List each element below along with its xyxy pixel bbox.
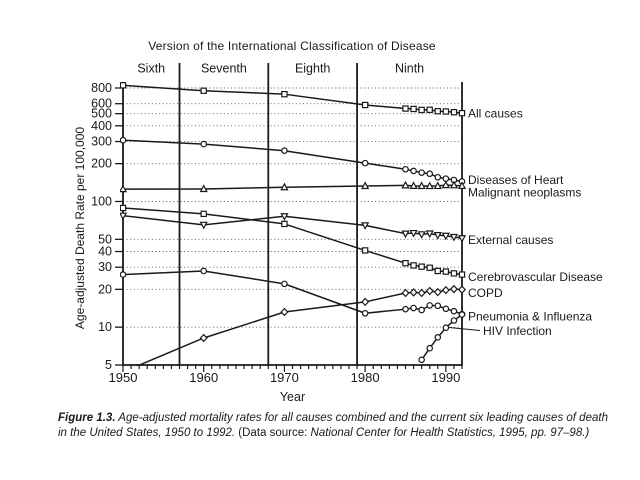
- series-marker-copd: [443, 287, 449, 294]
- series-marker-external-causes: [362, 223, 368, 229]
- series-label-hiv-infection: HIV Infection: [483, 324, 552, 338]
- series-marker-external-causes: [459, 236, 465, 242]
- series-marker-copd: [402, 290, 408, 297]
- series-marker-cerebrovascular-disease: [282, 221, 287, 226]
- series-marker-malignant-neoplasms: [362, 183, 368, 189]
- series-marker-cerebrovascular-disease: [411, 263, 416, 268]
- series-marker-copd: [281, 309, 287, 316]
- series-marker-cerebrovascular-disease: [120, 205, 125, 210]
- series-marker-all-causes: [411, 106, 416, 111]
- series-marker-diseases-of-heart: [427, 171, 432, 176]
- series-marker-hiv-infection: [435, 335, 440, 340]
- x-tick-label-1960: 1960: [189, 370, 219, 385]
- series-marker-malignant-neoplasms: [120, 186, 126, 192]
- series-marker-pneumonia-influenza: [120, 272, 125, 277]
- caption-source-text: National Center for Health Statistics, 1995, pp. 97–98.): [310, 426, 590, 439]
- series-marker-all-causes: [201, 88, 206, 93]
- icd-version-label-eighth: Eighth: [294, 61, 331, 76]
- series-marker-external-causes: [419, 232, 425, 238]
- series-marker-diseases-of-heart: [419, 170, 424, 175]
- caption-figure-label: Figure 1.3.: [58, 412, 116, 424]
- y-tick-label-600: 600: [91, 96, 112, 111]
- caption-text: Age-adjusted mortality rates for all causes combined and the current six leading causes of death in the United States, 1950 to 1992.: [58, 412, 608, 439]
- x-axis-title: Year: [279, 390, 306, 404]
- series-label-all-causes: All causes: [468, 106, 523, 121]
- series-marker-copd: [418, 290, 424, 297]
- icd-version-label-sixth: Sixth: [137, 61, 166, 76]
- series-line-copd: [123, 289, 462, 372]
- x-tick-label-1980: 1980: [350, 370, 380, 385]
- series-marker-malignant-neoplasms: [281, 184, 287, 190]
- series-marker-all-causes: [459, 111, 464, 116]
- series-marker-pneumonia-influenza: [201, 268, 206, 273]
- series-label-cerebrovascular-disease: Cerebrovascular Disease: [468, 270, 603, 285]
- series-marker-external-causes: [427, 231, 433, 237]
- series-marker-all-causes: [435, 109, 440, 114]
- series-marker-malignant-neoplasms: [451, 182, 457, 188]
- icd-version-label-seventh: Seventh: [200, 61, 247, 76]
- x-tick-label-1950: 1950: [108, 370, 138, 385]
- series-marker-diseases-of-heart: [443, 176, 448, 181]
- series-label-malignant-neoplasms: Malignant neoplasms: [468, 185, 582, 200]
- series-marker-pneumonia-influenza: [362, 311, 367, 316]
- series-marker-all-causes: [120, 83, 125, 88]
- y-tick-label-5: 5: [105, 357, 112, 372]
- series-marker-external-causes: [443, 233, 449, 239]
- y-tick-label-10: 10: [98, 320, 112, 335]
- x-tick-label-1990: 1990: [431, 370, 461, 385]
- y-tick-label-400: 400: [91, 118, 112, 133]
- series-marker-external-causes: [435, 233, 441, 239]
- series-marker-diseases-of-heart: [411, 168, 416, 173]
- y-tick-label-40: 40: [98, 244, 112, 259]
- series-label-diseases-of-heart: Diseases of Heart: [468, 172, 564, 187]
- series-label-external-causes: External causes: [468, 233, 554, 248]
- series-marker-pneumonia-influenza: [427, 303, 432, 308]
- caption-source-prefix: (Data source:: [238, 426, 311, 439]
- series-marker-diseases-of-heart: [120, 138, 125, 143]
- series-marker-malignant-neoplasms: [410, 183, 416, 189]
- series-marker-all-causes: [403, 106, 408, 111]
- series-marker-copd: [362, 298, 368, 305]
- series-marker-pneumonia-influenza: [282, 281, 287, 286]
- series-marker-cerebrovascular-disease: [435, 268, 440, 273]
- hiv-label-leader-line: [449, 328, 480, 331]
- series-marker-pneumonia-influenza: [443, 306, 448, 311]
- series-marker-external-causes: [281, 214, 287, 220]
- series-marker-pneumonia-influenza: [403, 306, 408, 311]
- series-marker-copd: [410, 289, 416, 296]
- chart-title: Version of the International Classification of Disease: [148, 39, 436, 53]
- series-marker-diseases-of-heart: [201, 141, 206, 146]
- series-marker-diseases-of-heart: [282, 148, 287, 153]
- series-marker-malignant-neoplasms: [201, 186, 207, 192]
- y-tick-label-800: 800: [91, 81, 112, 95]
- series-marker-hiv-infection: [427, 346, 432, 351]
- y-tick-label-30: 30: [98, 260, 112, 275]
- series-label-copd: COPD: [468, 286, 503, 301]
- series-marker-external-causes: [410, 231, 416, 237]
- series-marker-all-causes: [427, 107, 432, 112]
- series-marker-cerebrovascular-disease: [427, 265, 432, 270]
- series-marker-malignant-neoplasms: [402, 182, 408, 188]
- series-marker-cerebrovascular-disease: [403, 261, 408, 266]
- series-marker-cerebrovascular-disease: [419, 264, 424, 269]
- series-marker-hiv-infection: [443, 325, 448, 330]
- series-marker-malignant-neoplasms: [427, 183, 433, 189]
- series-marker-hiv-infection: [451, 318, 456, 323]
- figure-caption: [58, 411, 608, 440]
- series-marker-malignant-neoplasms: [443, 182, 449, 188]
- series-group: [120, 83, 465, 376]
- series-marker-external-causes: [120, 213, 126, 219]
- series-marker-cerebrovascular-disease: [451, 271, 456, 276]
- y-tick-label-500: 500: [91, 106, 112, 121]
- x-tick-label-1970: 1970: [269, 370, 299, 385]
- series-marker-all-causes: [282, 92, 287, 97]
- series-marker-copd: [427, 288, 433, 295]
- series-marker-external-causes: [402, 231, 408, 237]
- y-tick-label-200: 200: [91, 156, 112, 171]
- series-marker-pneumonia-influenza: [451, 308, 456, 313]
- series-marker-hiv-infection: [419, 357, 424, 362]
- series-marker-all-causes: [419, 107, 424, 112]
- series-marker-external-causes: [451, 234, 457, 240]
- series-marker-malignant-neoplasms: [419, 183, 425, 189]
- series-marker-cerebrovascular-disease: [443, 269, 448, 274]
- icd-version-label-ninth: Ninth: [394, 61, 425, 76]
- series-label-pneumonia-influenza: Pneumonia & Influenza: [468, 309, 593, 324]
- series-marker-all-causes: [451, 110, 456, 115]
- series-marker-all-causes: [443, 109, 448, 114]
- y-tick-label-300: 300: [91, 134, 112, 149]
- series-marker-cerebrovascular-disease: [201, 211, 206, 216]
- series-marker-hiv-infection: [459, 312, 464, 317]
- series-marker-all-causes: [363, 102, 368, 107]
- y-tick-label-20: 20: [98, 282, 112, 297]
- series-marker-diseases-of-heart: [403, 167, 408, 172]
- series-marker-pneumonia-influenza: [419, 307, 424, 312]
- series-marker-copd: [459, 286, 465, 293]
- series-marker-copd: [201, 335, 207, 342]
- series-marker-malignant-neoplasms: [435, 183, 441, 189]
- series-marker-diseases-of-heart: [362, 160, 367, 165]
- y-axis-title: Age-adjusted Death Rate per 100,000: [73, 126, 87, 330]
- series-line-diseases-of-heart: [123, 140, 462, 181]
- y-tick-label-100: 100: [91, 194, 112, 209]
- series-marker-external-causes: [201, 222, 207, 228]
- series-marker-diseases-of-heart: [435, 175, 440, 180]
- series-marker-cerebrovascular-disease: [363, 248, 368, 253]
- series-marker-cerebrovascular-disease: [459, 272, 464, 277]
- y-tick-label-50: 50: [98, 232, 112, 247]
- series-marker-pneumonia-influenza: [435, 303, 440, 308]
- series-marker-pneumonia-influenza: [411, 305, 416, 310]
- series-marker-copd: [451, 286, 457, 293]
